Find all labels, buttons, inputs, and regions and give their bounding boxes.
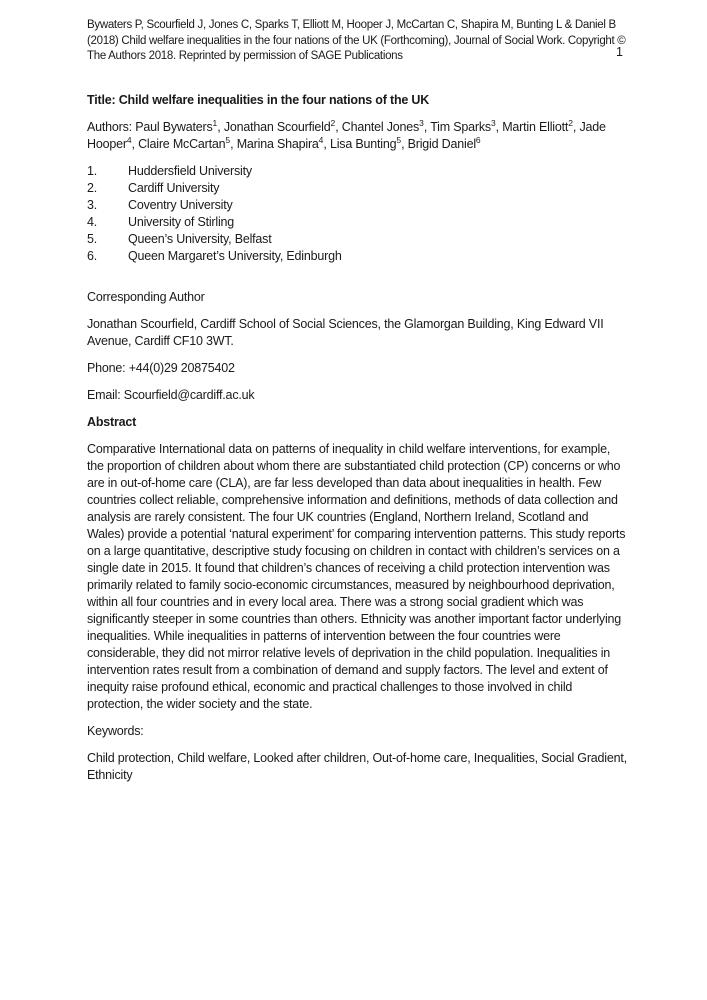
email-line: Email: Scourfield@cardiff.ac.uk [87,387,255,402]
author-affiliation-mark: 5 [396,134,402,145]
affiliation-number: 5. [87,231,98,246]
affiliation-name: Queen’s University, Belfast [128,231,272,246]
affiliation-name: Coventry University [128,197,233,212]
authors-paragraph [87,119,627,153]
author-affiliation-mark: 3 [419,117,424,128]
author-affiliation-mark: 3 [490,117,496,128]
phone-line: Phone: +44(0)29 20875402 [87,360,235,375]
author-name: Jade Hooper [87,119,606,151]
affiliations-list [87,163,627,265]
abstract-heading: Abstract [87,414,137,429]
author-name: Brigid Daniel [407,136,476,151]
affiliation-name: Cardiff University [128,180,220,195]
author-affiliation-mark: 5 [225,134,231,145]
affiliation-name: University of Stirling [128,214,235,229]
author-affiliation-mark: 4 [318,134,324,145]
author-name: Martin Elliott [502,119,569,134]
affiliation-item [87,214,627,231]
author-name: Chantel Jones [341,119,420,134]
keywords-text: Child protection, Child welfare, Looked after children, Out-of-home care, Inequalities, Social Gradient, Ethnicity [87,750,627,782]
page-header [87,18,627,65]
abstract-text: Comparative International data on patterns of inequality in child welfare interventions, for example, the proportion of children about whom there are substantiated child protection (CP) concerns or who are in out-of-home care (CLA), are far less developed than data about inequalities in health. Few countries collect reliable, comprehensive information and definitions, methods of data collection and analysis are rarely consistent. The four UK countries (England, Northern Ireland, Scotland and Wales) provide a potential ‘natural experiment’ for comparing intervention patterns. This study reports on a large quantitative, descriptive study focusing on children in contact with children’s services on a single date in 2015. It found that children’s chances of receiving a child protection intervention was primarily related to family socio-economic circumstances, measured by neighbourhood deprivation, within all four countries and in every local area. There was a strong social gradient which was significantly steeper in some countries than others. Ethnicity was another important factor underlying inequalities. While inequalities in patterns of intervention between the four countries were considerable, they did not mirror relative levels of deprivation in the child population. Inequalities in intervention rates result from a combination of demand and supply factors. The level and extent of inequity raise profound ethical, economic and practical challenges to those involved in child protection, the wider society and the state. [87,441,626,711]
corresponding-author-address: Jonathan Scourfield, Cardiff School of Social Sciences, the Glamorgan Building, King Edward VII Avenue, Cardiff CF10 3WT. [87,316,604,348]
author-affiliation-mark: 6 [475,134,481,145]
author-affiliation-mark: 2 [568,117,573,128]
affiliation-number: 4. [87,214,98,229]
affiliation-number: 6. [87,248,98,263]
author-affiliation-mark: 4 [126,134,132,145]
author-name: Claire McCartan [138,136,226,151]
citation-header: Bywaters P, Scourfield J, Jones C, Sparks T, Elliott M, Hooper J, McCartan C, Shapira M, Bunting L & Daniel B (2018) Child welfare inequalities in the four nations of the UK (Forthcoming), Journal of Social Work. Copyright © The Authors 2018. Reprinted by permission of SAGE Publications [87,19,626,62]
authors-names: Paul Bywaters$^1$, Jonathan Scourfield$^2$, Chantel Jones$^3$, Tim Sparks$^3$, Martin Elliott$^2$, Jade Hooper$^4$, Claire McCartan$^5$, Marina Shapira$^4$, Lisa Bunting$^5$, Brigid Daniel$^6$ [87,117,606,151]
affiliation-item [87,231,627,248]
author-name: Lisa Bunting [329,136,397,151]
affiliation-name: Huddersfield University [128,163,252,178]
affiliation-number: 2. [87,180,98,195]
author-name: Jonathan Scourfield [223,119,331,134]
affiliation-item [87,180,627,197]
affiliation-item [87,197,627,214]
author-name: Paul Bywaters [135,119,213,134]
corresponding-author-heading: Corresponding Author [87,289,205,304]
author-name: Marina Shapira [236,136,319,151]
keywords-label: Keywords: [87,723,144,738]
affiliation-item [87,248,627,265]
author-name: Tim Sparks [430,119,491,134]
affiliation-number: 3. [87,197,98,212]
author-affiliation-mark: 2 [330,117,336,128]
affiliation-name: Queen Margaret’s University, Edinburgh [128,248,342,263]
page-number: 1 [616,45,623,59]
author-affiliation-mark: 1 [212,117,218,128]
authors-label: Authors: [87,119,132,134]
affiliation-item [87,163,627,180]
paper-title: Title: Child welfare inequalities in the four nations of the UK [87,92,430,107]
affiliation-number: 1. [87,163,98,178]
